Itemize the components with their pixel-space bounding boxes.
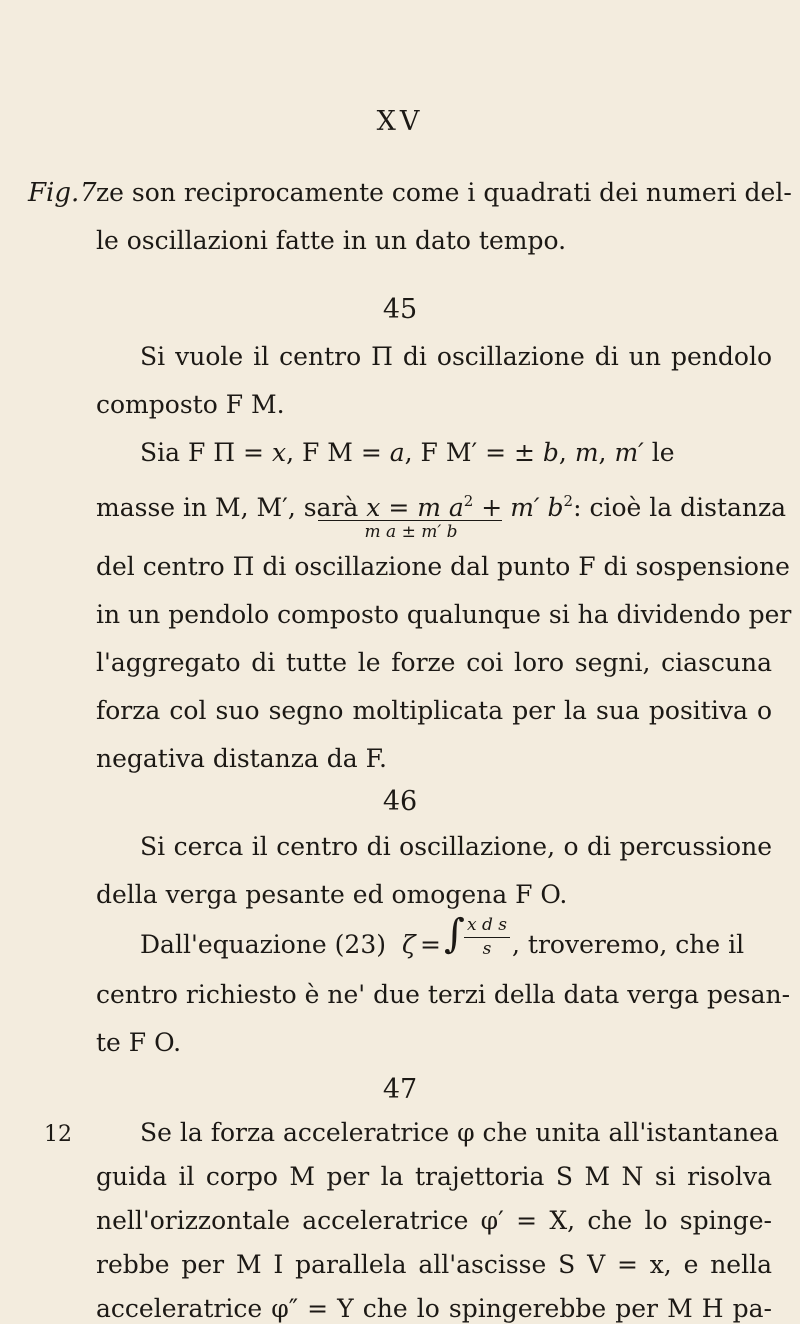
text-line: ze son reciprocamente come i quadrati dei numeri del- <box>96 178 792 207</box>
math-symbol: x <box>366 493 381 522</box>
fraction-denominator: m a ± m′ b <box>364 522 458 542</box>
text-line: le oscillazioni fatte in un dato tempo. <box>96 226 567 255</box>
math-symbol: x <box>271 438 287 467</box>
text-fragment: F M <box>301 438 353 467</box>
text-line: acceleratrice φ″ = Y che lo spingerebbe per M H pa- <box>96 1294 772 1323</box>
fraction-denominator: s <box>482 939 492 959</box>
section-number: 46 <box>382 786 418 817</box>
fig-label: Fig. <box>28 178 80 208</box>
colon: : <box>573 493 582 522</box>
plus-sign: + <box>481 493 503 522</box>
text-line: nell'orizzontale acceleratrice φ′ = X, che lo spinge- <box>96 1206 772 1235</box>
integral-sign: ∫ <box>444 911 465 957</box>
running-head: XV <box>376 106 424 137</box>
math-term: m′ b <box>510 493 564 522</box>
text-line: l'aggregato di tutte le forze coi loro segni, ciascuna <box>96 648 772 677</box>
equals-sign: = <box>243 438 264 467</box>
plus-minus-sign: ± <box>513 438 535 467</box>
exponent: 2 <box>463 492 474 510</box>
fig-number: 7 <box>80 178 97 208</box>
equals-sign: = <box>360 438 382 467</box>
math-symbol: a <box>389 438 405 467</box>
equals-sign: = <box>388 493 410 522</box>
text-fragment: le <box>651 438 675 467</box>
text-fragment: Dall'equazione (23) <box>140 930 386 959</box>
margin-number: 12 <box>44 1122 72 1147</box>
equals-sign: = <box>485 438 507 467</box>
text-line: centro richiesto è ne' due terzi della data verga pesan- <box>96 980 791 1009</box>
text-line: del centro Π di oscillazione dal punto F di sospensione <box>96 552 790 581</box>
fraction-bar <box>464 937 510 938</box>
math-term: m a <box>417 493 464 522</box>
text-line: Si cerca il centro di oscillazione, o di percussione <box>140 832 772 861</box>
text-fragment: masse in M, M′, sarà <box>96 493 359 522</box>
text-fragment: Sia <box>140 438 181 467</box>
text-fragment: cioè la distanza <box>589 493 787 522</box>
text-fragment: F M′ <box>420 438 478 467</box>
math-symbol: m′ <box>614 438 644 467</box>
text-line: Se la forza acceleratrice φ che unita all'istantanea <box>140 1118 779 1147</box>
definitions-line: Sia F Π = x, F M = a, F M′ = ± b, m, m′ le <box>140 438 675 467</box>
text-line: composto F M. <box>96 390 285 419</box>
text-fragment: F Π <box>187 438 236 467</box>
text-fragment: , troveremo, che il <box>512 930 745 959</box>
text-line: forza col suo segno moltiplicata per la sua positiva o <box>96 696 772 725</box>
text-line: negativa distanza da F. <box>96 744 387 773</box>
text-line: te F O. <box>96 1028 182 1057</box>
fraction-numerator: x d s <box>466 915 507 935</box>
section-number: 45 <box>382 294 418 325</box>
equals-sign: = <box>420 930 441 959</box>
fraction-bar <box>318 520 502 521</box>
text-line: rebbe per M I parallela all'ascisse S V = x, e nella <box>96 1250 772 1279</box>
section-number: 47 <box>382 1074 418 1105</box>
math-symbol: b <box>542 438 559 467</box>
text-line: in un pendolo composto qualunque si ha dividendo per <box>96 600 792 629</box>
text-line: della verga pesante ed omogena F O. <box>96 880 568 909</box>
text-line: Si vuole il centro Π di oscillazione di un pendolo <box>140 342 772 371</box>
text-line: guida il corpo M per la trajettoria S M N si risolva <box>96 1162 772 1191</box>
exponent: 2 <box>563 492 574 510</box>
masse-line <box>96 486 786 523</box>
math-symbol: ζ <box>402 930 416 959</box>
math-symbol: m <box>574 438 599 467</box>
